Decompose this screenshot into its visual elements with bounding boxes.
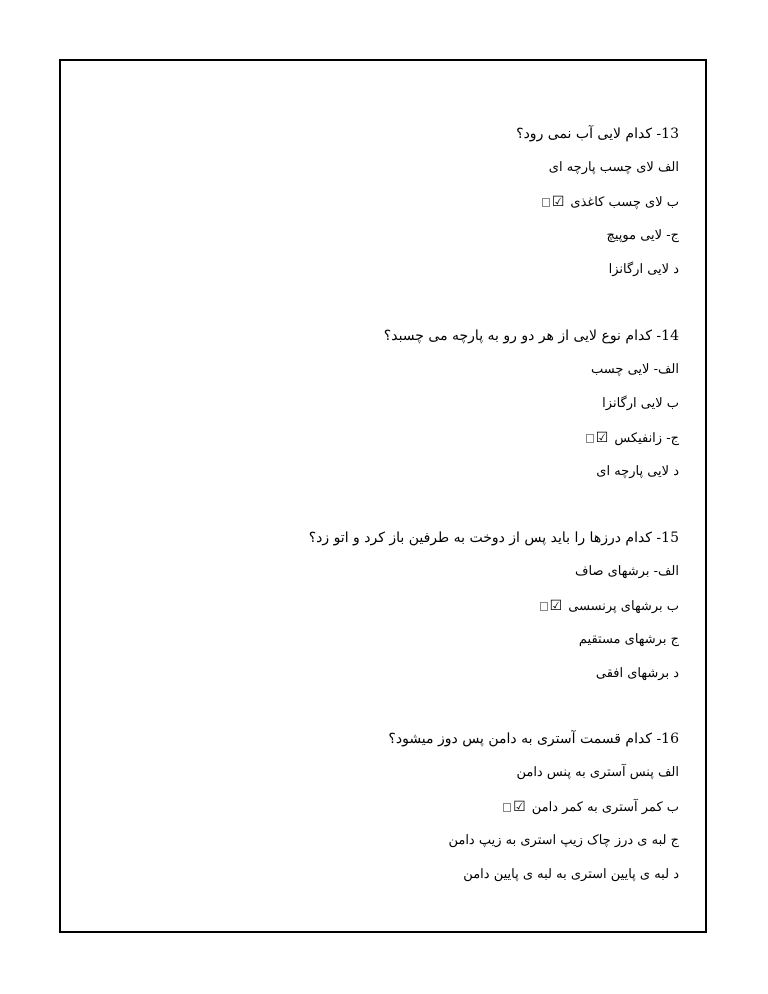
- question-16: [119, 722, 679, 892]
- option-text: ج لبه ی درز چاک زیپ استری به زیپ دامن: [448, 833, 679, 848]
- question-title: 13- کدام لایی آب نمی رود؟: [516, 126, 679, 142]
- option: [119, 623, 679, 657]
- option: [119, 219, 679, 253]
- option-text: الف- لایی چسب: [591, 362, 679, 377]
- option-text: د لبه ی پایین استری به لبه ی پایین دامن: [463, 867, 679, 882]
- question-title: 15- کدام درزها را باید پس از دوخت به طرفین باز کرد و اتو زد؟: [308, 530, 679, 546]
- question-13: [119, 117, 679, 287]
- option-text: ب برشهای پرنسسی: [568, 599, 679, 614]
- empty-box-icon: [586, 434, 594, 443]
- option-text: ج برشهای مستقیم: [578, 632, 679, 647]
- checkmark-icon: ☑: [551, 194, 565, 210]
- option-text: ب لای چسب کاغذی: [570, 195, 679, 210]
- option: [119, 253, 679, 287]
- option-correct: [119, 185, 679, 219]
- option-text: ج- زانفیکس: [614, 431, 679, 446]
- answer-mark: [586, 421, 609, 456]
- option: [119, 858, 679, 892]
- option-text: ب کمر آستری به کمر دامن: [531, 800, 679, 815]
- option: [119, 455, 679, 489]
- question-title: 14- کدام نوع لایی از هر دو رو به پارچه می چسبد؟: [383, 328, 679, 344]
- option-text: د لایی ارگانزا: [608, 262, 679, 277]
- answer-mark: [540, 589, 563, 624]
- answer-mark: [542, 185, 565, 220]
- answer-mark: [503, 790, 526, 825]
- option: [119, 353, 679, 387]
- option: [119, 555, 679, 589]
- option: [119, 824, 679, 858]
- option-text: الف- برشهای صاف: [575, 564, 679, 579]
- option-text: د لایی پارچه ای: [596, 464, 679, 479]
- question-15: [119, 521, 679, 691]
- option: [119, 756, 679, 790]
- empty-box-icon: [540, 602, 548, 611]
- option-text: الف لای چسب پارچه ای: [548, 160, 679, 175]
- option-correct: [119, 589, 679, 623]
- empty-box-icon: [542, 198, 550, 207]
- checkmark-icon: ☑: [513, 799, 526, 815]
- option: [119, 657, 679, 691]
- option-correct: [119, 421, 679, 455]
- option-text: د برشهای افقی: [595, 666, 679, 681]
- option: [119, 387, 679, 421]
- checkmark-icon: ☑: [595, 430, 609, 446]
- question-14: [119, 319, 679, 489]
- option: [119, 151, 679, 185]
- empty-box-icon: [503, 803, 511, 812]
- option-text: ب لایی ارگانزا: [602, 396, 679, 411]
- option-text: ج- لایی موپیچ: [606, 228, 679, 243]
- option-correct: [119, 790, 679, 824]
- option-text: الف پنس آستری به پنس دامن: [516, 765, 679, 780]
- checkmark-icon: ☑: [549, 598, 563, 614]
- question-title: 16- کدام قسمت آستری به دامن پس دوز میشود؟: [388, 731, 679, 747]
